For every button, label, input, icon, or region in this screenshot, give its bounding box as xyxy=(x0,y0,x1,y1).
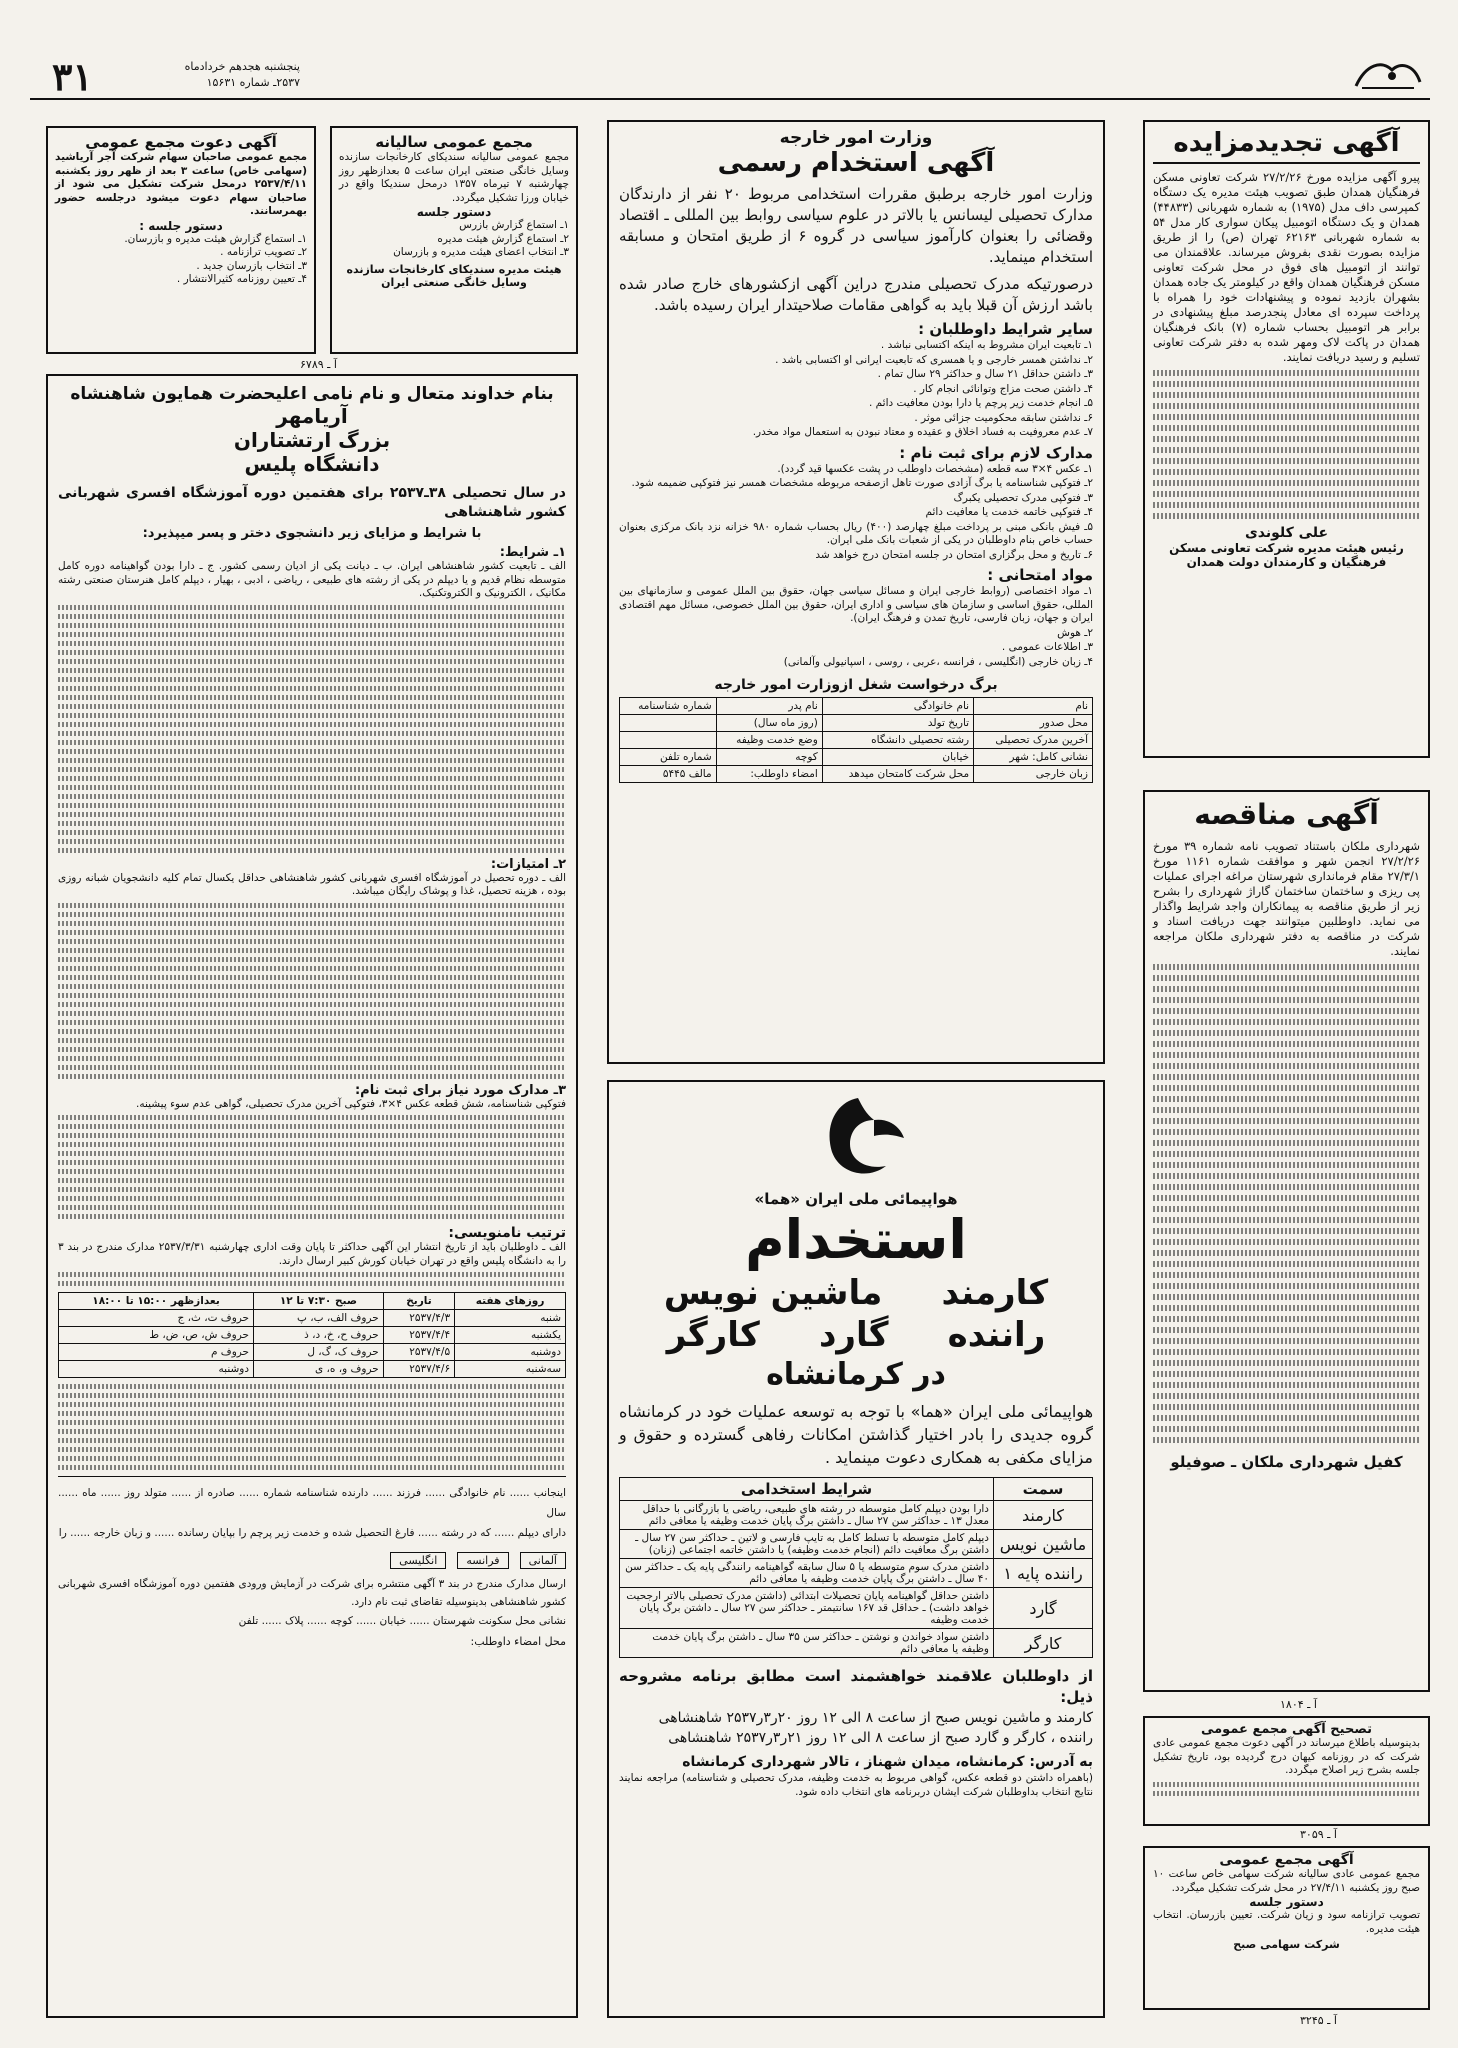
ad-signature: علی کلوندی xyxy=(1244,525,1329,541)
homa-apply-2: کارمند و ماشین نویس صبح از ساعت ۸ الی ۱۲ روز ۲۰ر۳ر۲۵۳۷ شاهنشاهی xyxy=(658,1710,1093,1726)
table-cell: ۲۵۳۷/۴/۴ xyxy=(383,1327,454,1344)
column-header: تاریخ xyxy=(383,1293,454,1310)
homa-requirements-table xyxy=(619,1477,1093,1658)
agenda-title: دستور جلسه : xyxy=(139,218,223,233)
ad-signature-title: رئیس هیئت مدیره شرکت تعاونی مسکن فرهنگیان و کارمندان دولت همدان xyxy=(1169,541,1404,569)
form-row xyxy=(620,698,1093,715)
form-line: ارسال مدارک مندرج در بند ۳ آگهی منتشره برای شرکت در آزمایش ورودی هفتمین دوره آموزشگاه افسری شهربانی کشور شاهنشاهی بدینوسیله تقاضای ثبت نام دارد. xyxy=(58,1578,566,1608)
homa-ad xyxy=(607,1080,1105,2018)
table-row xyxy=(620,1501,1093,1530)
form-cell: محل صدور xyxy=(974,715,1093,732)
form-cell: کوچه xyxy=(716,749,822,766)
tajdid-mozayede-ad xyxy=(1143,120,1430,758)
exam-item: ۳ـ اطلاعات عمومی . xyxy=(1001,641,1093,653)
doc-item: ۳ـ فتوکپی مدرک تحصیلی یکبرگ xyxy=(953,491,1093,504)
homa-intro: هواپیمائی ملی ایران «هما» با توجه به توسعه عملیات خود در کرمانشاه گروه جدیدی را بادر اختیار گذاشتن امکانات رفاهی گسترده و حقوق و مزایای مکفی به همکاری دعوت مینماید . xyxy=(619,1402,1093,1467)
form-cell: نام xyxy=(974,698,1093,715)
condition-item: ۳ـ داشتن حداقل ۲۱ سال و حداکثر ۲۹ سال تمام . xyxy=(877,368,1093,380)
ministry-ad xyxy=(607,120,1105,1064)
condition-item: ۶ـ نداشتن سابقه محکومیت جزائی موثر . xyxy=(914,411,1093,424)
form-line: دارای دیپلم ...... که در رشته ...... فارغ التحصیل شده و خدمت زیر پرچم را بپایان رسانده ...... و زبان خارجه ...... را xyxy=(58,1527,566,1539)
newspaper-logo-icon xyxy=(1352,58,1424,92)
table-cell: حروف ح، خ، د، ذ xyxy=(254,1327,384,1344)
role-cell: کارگر xyxy=(994,1629,1093,1658)
form-cell: رشته تحصیلی دانشگاه xyxy=(822,732,973,749)
section-title: ۱ـ شرایط: xyxy=(499,545,566,560)
table-row xyxy=(59,1344,566,1361)
requirement-cell: داشتن حداقل گواهینامه پایان تحصیلات ابتدائی (داشتن مدرک تحصیلی بالاتر ارجحیت خواهد داشت) ـ حداقل قد ۱۶۷ سانتیمتر ـ حداکثر سن ۲۷ سال ـ داشتن برگ پایان خدمت وظیفه xyxy=(620,1588,994,1629)
condition-item: ۲ـ نداشتن همسر خارجی و یا همسری که تابعیت ایرانی او اکتسابی باشد . xyxy=(775,353,1093,366)
ministry-para2: درصورتیکه مدرک تحصیلی مندرج دراین آگهی ازکشورهای خارج صادر شده باشد ارزش آن قبلا باید به گواهی مقامات صلاحیتدار ایران رسیده باشد. xyxy=(619,275,1093,314)
police-headline: در سال تحصیلی ۳۸ـ۲۵۳۷ برای هفتمین دوره آموزشگاه افسری شهربانی کشور شاهنشاهی xyxy=(58,485,566,520)
ad-title: آگهی دعوت مجمع عمومی xyxy=(85,133,277,151)
ad-title: آگهی مجمع عمومی xyxy=(1219,1852,1354,1868)
table-cell: شنبه xyxy=(455,1310,566,1327)
ministry-org: وزارت امور خارجه xyxy=(779,128,933,148)
form-cell: نشانی کامل: شهر xyxy=(974,749,1093,766)
docs-title: مدارک لازم برای ثبت نام : xyxy=(899,443,1093,462)
condition-item: ۷ـ عدم معروفیت به فساد اخلاق و عقیده و معتاد نبودن به استعمال مواد مخدر. xyxy=(752,426,1093,438)
docs-list xyxy=(619,463,1093,563)
section-body: الف ـ تابعیت کشور شاهنشاهی ایران. ب ـ دیانت یکی از ادیان رسمی کشور. ج ـ دارا بودن گواهینامه دوره کامل متوسطه نظام قدیم و یا دیپلم در یکی از رشته های طبیعی ، ریاضی ، ادبی ، بهیار ، دیپلم کامل هنرستان صنعتی رشته مکانیک ، الکترونیک و الکتروتکنیک. xyxy=(58,560,566,599)
homa-bird-icon xyxy=(796,1090,916,1186)
homa-note: (باهمراه داشتن دو قطعه عکس، گواهی مربوط به خدمت وظیفه، مدرک تحصیلی و شناسنامه) مراجعه نمایند نتایج انتخاب بداوطلبان شرکت ایشان دربرنامه های انتخاب داده شود. xyxy=(619,1772,1093,1798)
agenda-item: ۲ـ تصویب ترازنامه . xyxy=(220,246,307,258)
agenda-item: ۱ـ استماع گزارش هیئت مدیره و بازرسان. xyxy=(124,232,307,245)
form-cell xyxy=(620,732,717,749)
form-cell: خیابان xyxy=(822,749,973,766)
schedule-table xyxy=(58,1292,566,1378)
ad-body: مجمع عمومی صاحبان سهام شرکت آجر آریاشید (سهامی خاص) ساعت ۳ بعد از ظهر روز یکشنبه ۲۵۳۷/۴/۱۱ درمحل شرکت تشکیل می شود از صاحبان سهام دعوت میشود درجلسه حضور بهمرسانند. xyxy=(55,151,307,217)
exam-item: ۲ـ هوش xyxy=(1057,626,1093,639)
form-cell: (روز ماه سال) xyxy=(716,715,822,732)
condition-item: ۴ـ داشتن صحت مزاج وتوانائی انجام کار . xyxy=(913,382,1093,395)
homa-roles-row2: راننده گارد کارگر xyxy=(666,1315,1046,1355)
ad-code: آ ـ ۶۷۸۹ xyxy=(300,358,337,371)
homa-apply-1: از داوطلبان علاقمند خواهشمند است مطابق برنامه مشروحه ذیل: xyxy=(619,1667,1093,1706)
form-cell: تاریخ تولد xyxy=(822,715,973,732)
form-cell: نام پدر xyxy=(716,698,822,715)
form-row xyxy=(620,715,1093,732)
form-cell: آخرین مدرک تحصیلی xyxy=(974,732,1093,749)
agenda-title: دستور جلسه xyxy=(416,205,492,219)
ad-body: پیرو آگهی مزایده مورخ ۲۷/۲/۲۶ شرکت تعاونی مسکن فرهنگیان همدان طبق تصویب هیئت مدیره یک دستگاه کمپرسی داف مدل (۱۹۷۵) به شماره شهربانی (۴۴۸۳۳) همدان و یک دستگاه اتومبیل پیکان سواری کار مدل ۵۴ به شماره شهربانی ۶۲۱۶۳ تهران (ص) را از طریق مزایده بصورت نقدی بفروش میرساند. علاقمندان می توانند از اتومبیل های فوق در محل شرکت تعاونی مسکن فرهنگیان همدان واقع در کیلومتر یک جاده همدان بشهران بازدید نموده و پیشنهادات خود را همراه با پرداخت سپرده ای معادل پنجدرصد مبلغ پیشنهادی در برابر هر اتومبیل بحساب شماره (۷) بانک فرهنگیان همدان در پاکت لاک ومهر شده به دفتر شرکت تعاونی تسلیم و رسید دریافت نمایند. xyxy=(1153,170,1420,364)
table-cell: سه‌شنبه xyxy=(455,1361,566,1378)
agenda-item: ۳ـ انتخاب اعضای هیئت مدیره و بازرسان xyxy=(393,246,569,258)
role-cell: ماشین نویس xyxy=(994,1530,1093,1559)
order-body: الف ـ داوطلبان باید از تاریخ انتشار این آگهی حداکثر تا پایان وقت اداری چهارشنبه ۲۵۳۷/۳/۳۱ مدارک مندرج در بند ۳ را به دانشگاه پلیس واقع در تهران خیابان کورش کبیر ارسال دارند. xyxy=(58,1241,566,1267)
table-cell: حروف و، ه، ی xyxy=(254,1361,384,1378)
requirement-cell: دیپلم کامل متوسطه با تسلط کامل به تایپ فارسی و لاتین ـ حداکثر سن ۲۷ سال ـ داشتن برگ معافیت دائم (انجام خدمت وظیفه) یا داشتن خاتمه اجتماعی (زنان) xyxy=(620,1530,994,1559)
ministry-intro: وزارت امور خارجه برطبق مقررات استخدامی مربوط ۲۰ نفر از دارندگان مدارک تحصیلی لیسانس یا بالاتر در علوم سیاسی روابط بین المللی ـ اقتصاد وقضائی را بعنوان کارآموز سیاسی در گروه ۶ از طریق امتحان و مسابقه استخدام مینماید. xyxy=(619,185,1094,266)
masthead xyxy=(30,56,1430,100)
homa-title: استخدام xyxy=(745,1208,967,1271)
exam-title: مواد امتحانی : xyxy=(987,566,1093,584)
form-cell: امضاء داوطلب: xyxy=(716,766,822,783)
ad-signature: هیئت مدیره سندیکای کارخانجات سازنده وسایل خانگی صنعتی ایران xyxy=(346,262,562,289)
police-title-4: دانشگاه پلیس xyxy=(244,452,380,476)
language-option-box[interactable]: فرانسه xyxy=(457,1552,508,1569)
doc-item: ۴ـ فتوکپی خاتمه خدمت یا معافیت دائم xyxy=(925,506,1093,518)
homa-apply-3: راننده ، کارگر و گارد صبح از ساعت ۸ الی ۱۲ روز ۲۱ر۳ر۲۵۳۷ شاهنشاهی xyxy=(668,1730,1093,1746)
exam-list xyxy=(619,585,1093,669)
ad-body: مجمع عمومی سالیانه سندیکای کارخانجات سازنده وسایل خانگی صنعتی ایران ساعت ۵ بعدازظهر روز چهارشنبه ۷ تیرماه ۱۳۵۷ درمحل سندیکا واقع در خیابان ورزا تشکیل میگردد. xyxy=(339,151,569,204)
table-cell: دوشنبه xyxy=(455,1344,566,1361)
form-row xyxy=(620,766,1093,783)
exam-item: ۱ـ مواد اختصاصی (روابط خارجی ایران و مسائل سیاسی جهان، حقوق بین الملل عمومی و سازمانهای بین المللی، حقوق اساسی و سازمان های سیاسی و اداری ایران، حقوق بین الملل خصوصی، مسائل مهم اقتصادی ایران و جهان، زبان فارسی، تاریخ تمدن و فرهنگ ایران). xyxy=(619,585,1093,624)
conditions-list xyxy=(619,339,1093,440)
table-cell: ۲۵۳۷/۴/۵ xyxy=(383,1344,454,1361)
form-cell xyxy=(620,715,717,732)
monaghese-ad xyxy=(1143,790,1430,1692)
ad-code: آ ـ ۳۰۵۹ xyxy=(1300,1828,1337,1841)
requirement-cell: داشتن مدرک سوم متوسطه یا ۵ سال سابقه گواهینامه رانندگی پایه یک ـ حداکثر سن ۴۰ سال ـ داشتن برگ پایان خدمت وظیفه یا معافی دائم xyxy=(620,1559,994,1588)
majma-salianeh-ad xyxy=(330,126,578,354)
company-name: شرکت سهامی صبح xyxy=(1233,1938,1340,1951)
table-cell: حروف ک، گ، ل xyxy=(254,1344,384,1361)
davat-majma-ad xyxy=(46,126,316,354)
doc-item: ۶ـ تاریخ و محل برگزاری امتحان در جلسه امتحان درج خواهد شد xyxy=(815,548,1093,561)
table-cell: حروف م xyxy=(59,1344,254,1361)
table-header-row xyxy=(620,1478,1093,1501)
police-university-ad xyxy=(46,374,578,2018)
table-cell: دوشنبه xyxy=(59,1361,254,1378)
application-form xyxy=(619,697,1093,783)
form-cell: وضع خدمت وظیفه xyxy=(716,732,822,749)
role-cell: راننده پایه ۱ xyxy=(994,1559,1093,1588)
column-header: شرایط استخدامی xyxy=(620,1478,994,1501)
table-row xyxy=(620,1559,1093,1588)
table-row xyxy=(620,1530,1093,1559)
doc-item: ۵ـ فیش بانکی مبنی بر پرداخت مبلغ چهارصد (۴۰۰) ریال بحساب شماره ۹۸۰ خزانه نزد بانک مرکزی بعنوان حساب خاص بنام داوطلبان در یکی از شعبات بانک ملی ایران. xyxy=(619,520,1094,546)
form-row xyxy=(620,732,1093,749)
issue-line: ۲۵۳۷ـ شماره ۱۵۶۳۱ xyxy=(206,76,300,89)
conditions-title: سایر شرایط داوطلبان : xyxy=(918,320,1093,338)
agenda-item: ۲ـ استماع گزارش هیئت مدیره xyxy=(437,232,569,245)
table-cell: حروف الف، ب، پ xyxy=(254,1310,384,1327)
doc-item: ۱ـ عکس ۴×۳ سه قطعه (مشخصات داوطلب در پشت عکسها قید گردد). xyxy=(777,462,1093,475)
form-line: اینجانب ...... نام خانوادگی ...... فرزند ...... دارنده شناسنامه شماره ...... صادره از ...... متولد روز ...... ماه ...... سال xyxy=(58,1487,566,1519)
column-header: روزهای هفته xyxy=(455,1293,566,1310)
condition-item: ۵ـ انجام خدمت زیر پرچم یا دارا بودن معافیت دائم . xyxy=(869,397,1093,409)
form-cell: زبان خارجی xyxy=(974,766,1093,783)
table-cell: یکشنبه xyxy=(455,1327,566,1344)
table-row xyxy=(620,1588,1093,1629)
police-subheadline: با شرایط و مزایای زیر دانشجوی دختر و پسر میپذیرد: xyxy=(142,526,482,541)
ad-code: آ ـ ۳۲۴۵ xyxy=(1300,2014,1337,2027)
section-title: ۲ـ امتیازات: xyxy=(490,856,566,872)
homa-roles-row1: کارمند ماشین نویس xyxy=(663,1273,1049,1313)
date-line: پنجشنبه هجدهم خردادماه xyxy=(184,60,300,73)
section-title: ۳ـ مدارک مورد نیاز برای ثبت نام: xyxy=(354,1082,566,1098)
form-title: برگ درخواست شغل ازوزارت امور خارجه xyxy=(714,677,998,693)
column-header: بعدازظهر ۱۵:۰۰ تا ۱۸:۰۰ xyxy=(59,1293,254,1310)
ad-title: مجمع عمومی سالیانه xyxy=(375,133,533,151)
table-row xyxy=(59,1361,566,1378)
table-row xyxy=(59,1327,566,1344)
ministry-title: آگهی استخدام رسمی xyxy=(717,148,995,178)
form-signature: محل امضاء داوطلب: xyxy=(470,1635,566,1648)
ad-body: بدینوسیله باطلاع میرساند در آگهی دعوت مجمع عمومی عادی شرکت که در روزنامه کیهان درج گردیده بود، تاریخ تشکیل جلسه بشرح زیر اصلاح میگردد. xyxy=(1153,1737,1420,1776)
kayhan-logo xyxy=(1352,58,1424,92)
ad-signature: کفیل شهرداری ملکان ـ صوفیلو xyxy=(1170,1453,1403,1471)
doc-item: ۲ـ فتوکپی شناسنامه یا برگ آزادی صورت تاهل ازصفحه مربوطه مشخصات همسر نیز فتوکپی ضمیمه شود. xyxy=(631,477,1093,489)
agenda-item: ۴ـ تعیین روزنامه کثیرالانتشار . xyxy=(176,273,307,285)
police-title-2: آریامهر xyxy=(276,404,348,428)
language-option-box[interactable]: انگلیسی xyxy=(390,1552,446,1569)
table-row xyxy=(620,1629,1093,1658)
agenda-item: ۳ـ انتخاب بازرسان جدید . xyxy=(196,259,307,272)
agenda-title: دستور جلسه xyxy=(1249,1895,1324,1909)
homa-logo xyxy=(619,1090,1093,1190)
ad-code: آ ـ ۱۸۰۴ xyxy=(1280,1698,1317,1711)
ad-title: آگهی مناقصه xyxy=(1194,798,1379,831)
agenda: تصویب ترازنامه سود و زیان شرکت. تعیین بازرسان. انتخاب هیئت مدیره. xyxy=(1153,1909,1420,1935)
role-cell: گارد xyxy=(994,1588,1093,1629)
homa-city: در کرمانشاه xyxy=(766,1357,946,1392)
form-cell: مالف ۵۴۴۵ xyxy=(620,766,717,783)
condition-item: ۱ـ تابعیت ایران مشروط به اینکه اکتسابی نباشد . xyxy=(880,339,1093,351)
table-cell: ۲۵۳۷/۴/۳ xyxy=(383,1310,454,1327)
section-body: الف ـ دوره تحصیل در آموزشگاه افسری شهربانی کشور شاهنشاهی حداقل یکسال تمام کلیه دانشجویان شبانه روزی بوده ، هزینه تحصیل، غذا و پوشاک رایگان میباشد. xyxy=(58,871,566,897)
form-cell: نام خانوادگی xyxy=(822,698,973,715)
form-cell: شماره تلفن xyxy=(620,749,717,766)
ad-title: آگهی تجدیدمزایده xyxy=(1153,128,1420,164)
form-line: نشانی محل سکونت شهرستان ...... خیابان ...... کوچه ...... پلاک ...... تلفن xyxy=(238,1615,566,1627)
ad-body: شهرداری ملکان باستناد تصویب نامه شماره ۳۹ مورخ ۲۷/۲/۲۶ انجمن شهر و موافقت شماره ۱۱۶۱ مورخ ۲۷/۳/۱ مقام فرمانداری شهرستان مراغه اجرای عملیات پی ریزی و ساختمان ساختمان گاراژ شهرداری را بشرح زیر از طریق مناقصه به پیمانکاران واجد شرایط واگذار می نماید. داوطلبین میتوانند جهت دریافت اسناد و شرکت در مناقصه به دفتر شهرداری ملکان مراجعه نمایند. xyxy=(1153,839,1420,958)
language-options xyxy=(58,1549,566,1569)
police-title-1: بنام خداوند متعال و نام نامی اعلیحضرت همایون شاهنشاه xyxy=(70,384,554,404)
table-cell: حروف ت، ث، ج xyxy=(59,1310,254,1327)
table-cell: ۲۵۳۷/۴/۶ xyxy=(383,1361,454,1378)
form-cell: محل شرکت کامتحان میدهد xyxy=(822,766,973,783)
section-body: فتوکپی شناسنامه، شش قطعه عکس ۴×۳، فتوکپی آخرین مدرک تحصیلی، گواهی عدم سوء پیشینه. xyxy=(135,1097,566,1110)
order-title: ترتیب نامنویسی: xyxy=(448,1225,566,1241)
ad-body: مجمع عمومی عادی سالیانه شرکت سهامی خاص ساعت ۱۰ صبح روز یکشنبه ۲۷/۴/۱۱ در محل شرکت تشکیل میگردد. xyxy=(1153,1868,1420,1894)
exam-item: ۴ـ زبان خارجی (انگلیسی ، فرانسه ،عربی ، روسی ، اسپانیولی وآلمانی) xyxy=(783,655,1093,668)
form-cell: شماره شناسنامه xyxy=(620,698,717,715)
page-number: ۳۱ xyxy=(52,54,93,99)
homa-logo-text: هواپیمائی ملی ایران «هما» xyxy=(754,1190,958,1208)
homa-address: به آدرس: کرمانشاه، میدان شهناز ، تالار شهرداری کرمانشاه xyxy=(682,1754,1093,1770)
table-cell: حروف ش، ص، ض، ط xyxy=(59,1327,254,1344)
column-header: صبح ۷:۳۰ تا ۱۲ xyxy=(254,1293,384,1310)
form-row xyxy=(620,749,1093,766)
table-header-row xyxy=(59,1293,566,1310)
table-row xyxy=(59,1310,566,1327)
police-title-3: بزرگ ارتشتاران xyxy=(233,428,391,452)
majma-small-ad xyxy=(1143,1846,1430,2010)
requirement-cell: دارا بودن دیپلم کامل متوسطه در رشته های طبیعی، ریاضی یا بازرگانی با حداقل معدل ۱۳ ـ حداکثر سن ۲۷ سال ـ داشتن برگ پایان خدمت وظیفه یا معافی دائم xyxy=(620,1501,994,1530)
column-header: سمت xyxy=(994,1478,1093,1501)
ad-title: تصحیح آگهی مجمع عمومی xyxy=(1200,1722,1373,1737)
requirement-cell: داشتن سواد خواندن و نوشتن ـ حداکثر سن ۳۵ سال ـ داشتن برگ پایان خدمت وظیفه یا معافی دائم xyxy=(620,1629,994,1658)
language-option-box[interactable]: آلمانی xyxy=(520,1552,566,1569)
role-cell: کارمند xyxy=(994,1501,1093,1530)
tashih-ad xyxy=(1143,1716,1430,1826)
agenda-item: ۱ـ استماع گزارش بازرس xyxy=(459,219,569,231)
